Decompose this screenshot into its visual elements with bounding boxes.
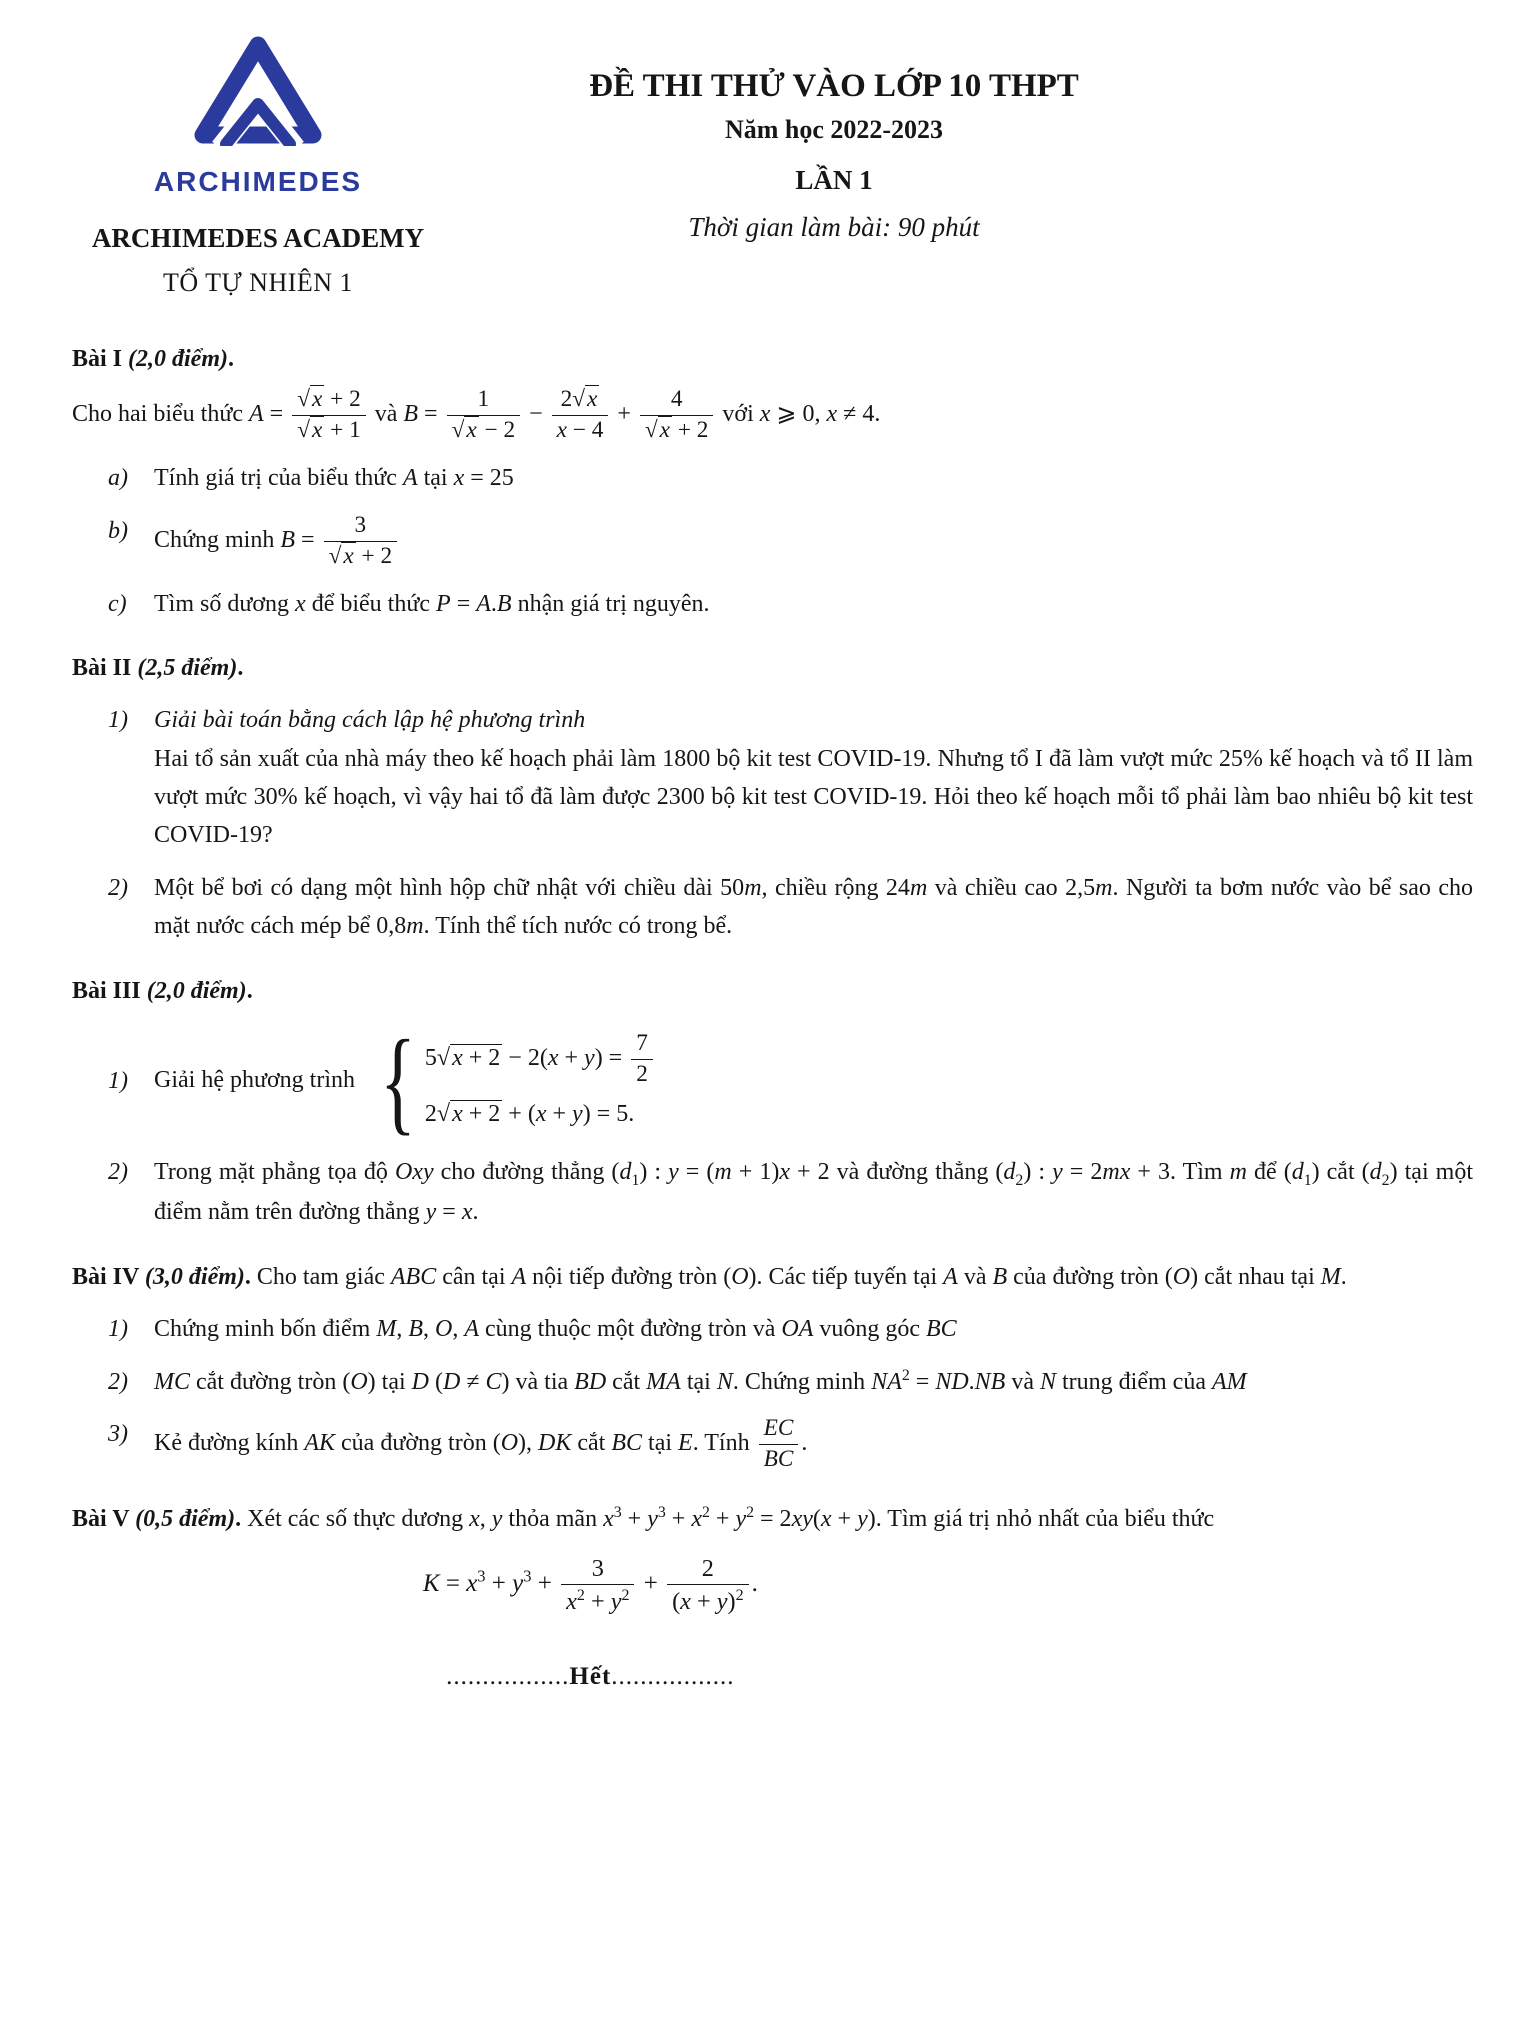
item-text: Tìm số dương x để biểu thức P = A.B nhận giá trị nguyên. <box>154 590 710 617</box>
bai4-item-1 <box>108 1310 1473 1348</box>
item-label: 2) <box>108 1159 128 1186</box>
bai2-item-1 <box>108 701 1473 855</box>
bai3-item-1 <box>108 1024 1473 1139</box>
bai1-item-a <box>108 459 1473 497</box>
archimedes-logo-icon <box>191 32 325 146</box>
item-label: 1) <box>108 1316 128 1343</box>
bai3-heading: Bài III (2,0 điểm). <box>72 977 253 1004</box>
exam-duration: Thời gian làm bài: 90 phút <box>688 212 980 243</box>
bai1-item-b <box>108 512 1473 571</box>
bai4-heading: Bài IV (3,0 điểm). <box>72 1263 251 1290</box>
item-text: Chứng minh B = $\frac{3}{√x + 2}$ <box>154 512 1473 571</box>
bai2-item-2 <box>108 869 1473 946</box>
bai1-heading: Bài I (2,0 điểm). <box>72 345 234 372</box>
bai5-lead <box>72 1500 1473 1538</box>
header <box>72 30 1473 304</box>
school-block <box>72 30 444 304</box>
item-text: Chứng minh bốn điểm M, B, O, A cùng thuộc một đường tròn và OA vuông góc BC <box>154 1316 957 1343</box>
section-bai-5 <box>72 1500 1473 1617</box>
system-equations <box>425 1024 656 1139</box>
item-text: MC cắt đường tròn (O) tại D (D ≠ C) và tia BD cắt MA tại N. Chứng minh $NA^2 = ND.NB$ và N trung điểm của AM <box>154 1366 1247 1395</box>
bai2-item1-title: Giải bài toán bằng cách lập hệ phương trình <box>154 707 586 734</box>
exam-info-block <box>444 30 1224 249</box>
equation-1: 5√x + 2 − 2(x + y) = $\frac{7}{2}$ <box>425 1030 656 1089</box>
equation-system <box>373 1024 656 1139</box>
section-bai-4 <box>72 1258 1473 1474</box>
end-marker: .................Hết................. <box>446 1662 735 1690</box>
bai4-item-3 <box>108 1415 1473 1474</box>
item-text: Một bể bơi có dạng một hình hộp chữ nhật với chiều dài 50m, chiều rộng 24m và chiều cao 2,5m. Người ta bơm nước vào bể sao cho mặt nước cách mép bể 0,8m. Tính thể tích nước có trong bể. <box>154 874 1473 940</box>
item-label: 2) <box>108 1368 128 1395</box>
logo-wordmark: ARCHIMEDES <box>153 166 363 198</box>
bai3-item1-pre: Giải hệ phương trình <box>154 1067 355 1094</box>
bai2-heading: Bài II (2,5 điểm). <box>72 654 244 681</box>
item-label: a) <box>108 465 128 492</box>
bai4-intro: Cho tam giác ABC cân tại A nội tiếp đường tròn (O). Các tiếp tuyến tại A và B của đường tròn (O) cắt nhau tại M. <box>256 1263 1347 1290</box>
system-brace <box>380 1023 416 1139</box>
item-label: 1) <box>108 1068 128 1095</box>
item-text: Tính giá trị của biểu thức A tại x = 25 <box>154 465 514 492</box>
bai5-heading: Bài V (0,5 điểm). <box>72 1505 242 1532</box>
equation-2: 2√x + 2 + (x + y) = 5. <box>424 1100 635 1127</box>
item-text: Kẻ đường kính AK của đường tròn (O), DK cắt BC tại E. Tính $\frac{EC}{BC}$ . <box>154 1414 808 1472</box>
section-bai-1 <box>72 340 1473 623</box>
item-label: 3) <box>108 1420 128 1447</box>
bai1-item-c <box>108 585 1473 623</box>
bai2-item1-body: Hai tổ sản xuất của nhà máy theo kế hoạch phải làm 1800 bộ kit test COVID-19. Nhưng tổ I đã làm vượt mức 25% kế hoạch và tổ II làm vượt mức 30% kế hoạch, vì vậy hai tổ đã làm được 2300 bộ kit test COVID-19. Hỏi theo kế hoạch mỗi tổ phải làm bao nhiêu bộ kit test COVID-19? <box>154 745 1473 849</box>
section-bai-2 <box>72 649 1473 946</box>
exam-title: ĐỀ THI THỬ VÀO LỚP 10 THPT <box>589 68 1079 104</box>
exam-school-year: Năm học 2022-2023 <box>724 115 944 145</box>
item-label: b) <box>108 517 128 544</box>
bai5-intro: Xét các số thực dương x, y thỏa mãn $x^3 + y^3 + x^2 + y^2 = 2xy(x + y)$. Tìm giá trị nhỏ nhất của biểu thức <box>247 1503 1215 1532</box>
bai1-intro: Cho hai biểu thức A = $\frac{√x + 2}{√x + 1}$ và B = $\frac{1}{√x - 2}$ − $\frac{2√x}{x - 4}$ + $\frac{4}{√x + 2}$ với x ⩾ 0, x ≠ 4. <box>72 386 881 444</box>
item-label: c) <box>108 590 127 617</box>
bai5-formula: $K = x^3 + y^3$ + $\frac{3}{x^2 + y^2}$ + $\frac{2}{(x + y)^2}$ . <box>422 1555 758 1616</box>
item-label: 2) <box>108 874 128 901</box>
division-name: TỔ TỰ NHIÊN 1 <box>162 268 354 298</box>
academy-name: ARCHIMEDES ACADEMY <box>91 223 425 254</box>
exam-round: LẦN 1 <box>795 164 873 195</box>
item-label: 1) <box>108 707 128 734</box>
bai4-lead <box>72 1258 1473 1296</box>
bai4-item-2 <box>108 1363 1473 1401</box>
section-bai-3 <box>72 972 1473 1232</box>
item-text <box>154 701 1473 855</box>
exam-body <box>72 340 1473 1697</box>
item-text: Trong mặt phẳng tọa độ Oxy cho đường thẳng $(d_1)$ : y = (m + 1)x + 2 và đường thẳng $(d_2)$ : y = 2mx + 3. Tìm m để $(d_1)$ cắt $(d_2)$ tại một điểm nằm trên đường thẳng y = x. <box>154 1159 1473 1226</box>
item-text <box>154 1024 1473 1139</box>
bai3-item-2 <box>108 1153 1473 1232</box>
